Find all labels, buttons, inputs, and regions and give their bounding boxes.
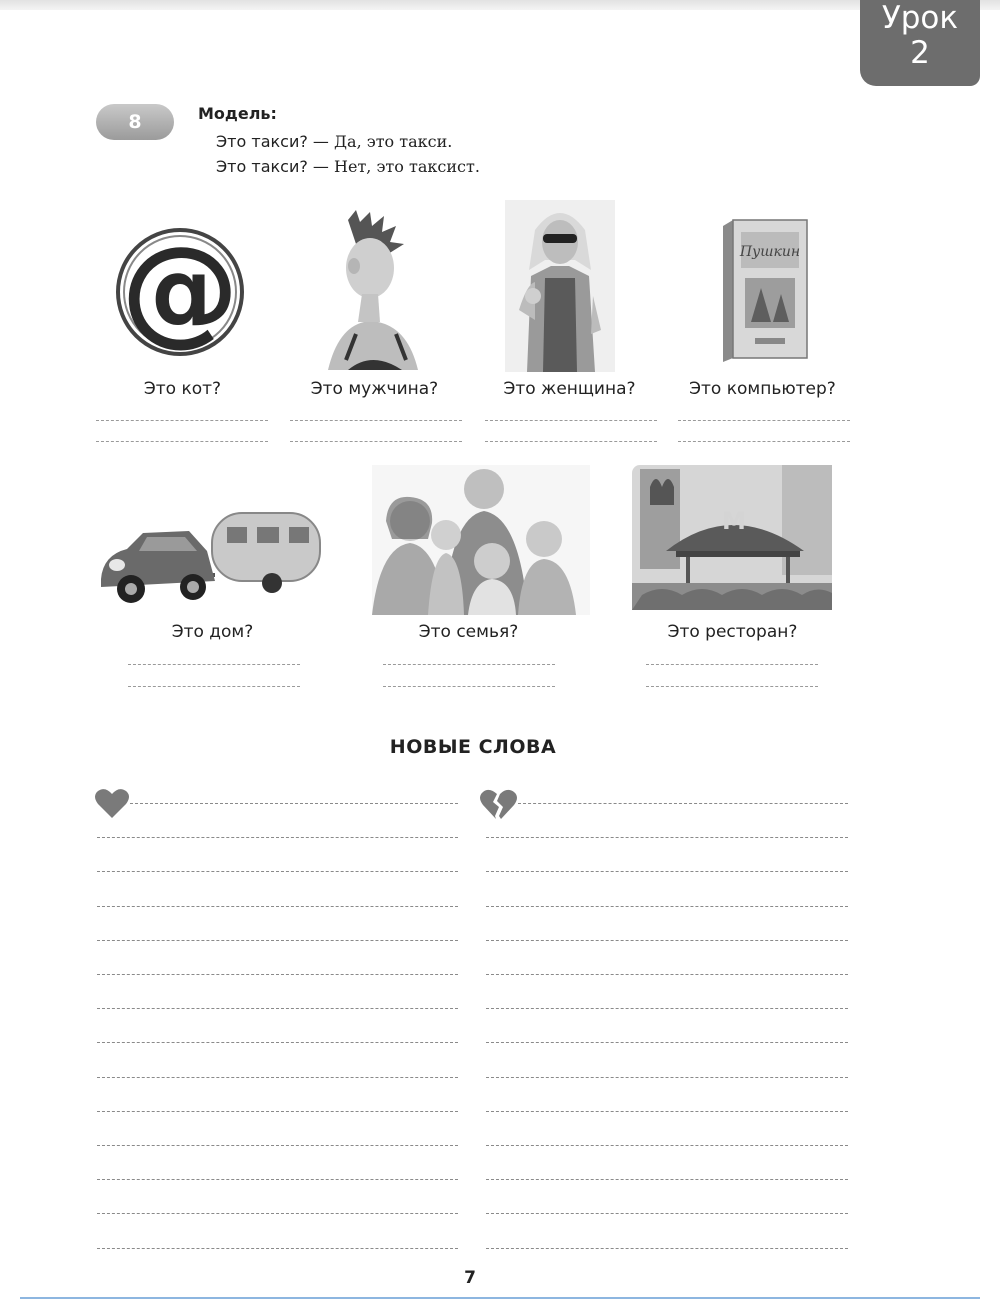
- model-answer: Да, это такси.: [334, 132, 453, 151]
- answer-line[interactable]: [383, 686, 555, 687]
- writing-line[interactable]: [486, 1008, 848, 1009]
- answer-line[interactable]: [678, 420, 850, 421]
- broken-heart-icon: [478, 786, 518, 826]
- item-question: Это женщина?: [503, 379, 636, 399]
- answer-line[interactable]: [128, 686, 300, 687]
- model-question: Это такси? —: [216, 132, 335, 151]
- answer-line[interactable]: [646, 664, 818, 665]
- item-question: Это кот?: [143, 379, 222, 399]
- bottom-rule: [20, 1297, 980, 1299]
- answer-line[interactable]: [96, 420, 268, 421]
- writing-line[interactable]: [486, 1042, 848, 1043]
- writing-line[interactable]: [97, 940, 458, 941]
- writing-line[interactable]: [97, 974, 458, 975]
- writing-line[interactable]: [97, 837, 458, 838]
- answer-line[interactable]: [128, 664, 300, 665]
- answer-line[interactable]: [646, 686, 818, 687]
- writing-line[interactable]: [97, 871, 458, 872]
- exercise-number-badge: 8: [96, 104, 174, 140]
- family-picture: [372, 465, 590, 619]
- writing-line[interactable]: [486, 974, 848, 975]
- punk-woman-picture: [318, 210, 428, 374]
- item-question: Это дом?: [171, 622, 254, 642]
- answer-line[interactable]: [290, 441, 462, 442]
- writing-line[interactable]: [486, 871, 848, 872]
- writing-line[interactable]: [97, 906, 458, 907]
- answer-line[interactable]: [485, 420, 657, 421]
- writing-line[interactable]: [486, 906, 848, 907]
- writing-line[interactable]: [97, 1111, 458, 1112]
- writing-line[interactable]: [97, 1213, 458, 1214]
- answer-line[interactable]: [383, 664, 555, 665]
- answer-line[interactable]: [96, 441, 268, 442]
- at-sign-picture: [110, 220, 255, 369]
- model-question: Это такси? —: [216, 157, 335, 176]
- item-question: Это семья?: [418, 622, 519, 642]
- writing-line[interactable]: [97, 1008, 458, 1009]
- answer-line[interactable]: [290, 420, 462, 421]
- svg-text:@: @: [121, 220, 239, 358]
- item-question: Это ресторан?: [667, 622, 798, 642]
- writing-line[interactable]: [97, 1042, 458, 1043]
- lesson-word: Урок: [881, 0, 959, 36]
- writing-line[interactable]: [486, 1179, 848, 1180]
- writing-line[interactable]: [130, 803, 458, 804]
- model-label: Модель:: [198, 104, 277, 123]
- lesson-number: 2: [910, 35, 930, 71]
- writing-line[interactable]: [97, 1248, 458, 1249]
- item-question: Это компьютер?: [689, 379, 836, 399]
- writing-line[interactable]: [97, 1145, 458, 1146]
- answer-line[interactable]: [678, 441, 850, 442]
- book-picture: [715, 218, 815, 367]
- page-top-strip: [0, 0, 1000, 10]
- writing-line[interactable]: [486, 837, 848, 838]
- answer-line[interactable]: [485, 441, 657, 442]
- svg-text:M: M: [722, 507, 746, 535]
- writing-line[interactable]: [486, 1145, 848, 1146]
- writing-line[interactable]: [486, 1111, 848, 1112]
- car-with-trailer-picture: [97, 505, 322, 614]
- writing-line[interactable]: [97, 1179, 458, 1180]
- heart-icon: [94, 786, 130, 824]
- model-line-2: [216, 157, 480, 176]
- writing-line[interactable]: [486, 1213, 848, 1214]
- writing-line[interactable]: [486, 1077, 848, 1078]
- writing-line[interactable]: [486, 1248, 848, 1249]
- writing-line[interactable]: [518, 803, 848, 804]
- writing-line[interactable]: [97, 1077, 458, 1078]
- svg-text:Пушкин: Пушкин: [739, 244, 801, 260]
- section-title: НОВЫЕ СЛОВА: [389, 736, 557, 758]
- model-line-1: [216, 132, 452, 151]
- lesson-tab: [860, 0, 980, 86]
- rock-man-picture: [505, 200, 615, 376]
- item-question: Это мужчина?: [310, 379, 439, 399]
- restaurant-picture: [632, 465, 832, 614]
- page-number: 7: [464, 1268, 476, 1288]
- model-answer: Нет, это таксист.: [334, 157, 480, 176]
- writing-line[interactable]: [486, 940, 848, 941]
